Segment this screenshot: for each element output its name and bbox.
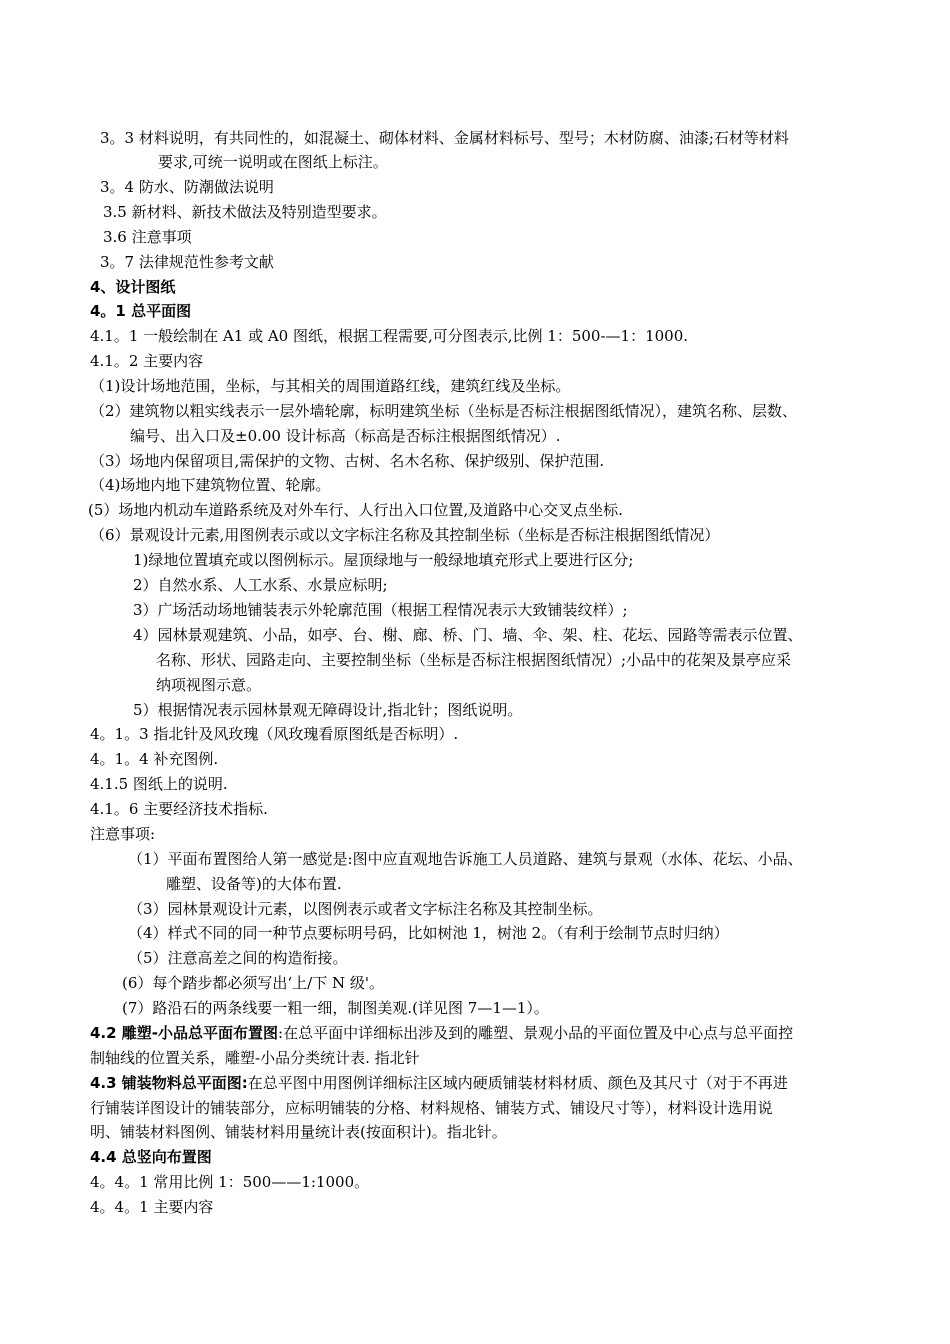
- section-heading: 4.4 总竖向布置图: [90, 1148, 212, 1166]
- text-line: 编号、出入口及±0.00 设计标高（标高是否标注根据图纸情况）.: [130, 427, 561, 445]
- text-line: 4.1。1 一般绘制在 A1 或 A0 图纸，根据工程需要,可分图表示,比例 1：500-—1：1000.: [90, 327, 689, 345]
- text-line: 4。1。3 指北针及风玫瑰（风玫瑰看原图纸是否标明）.: [90, 725, 459, 743]
- text-line: 4。4。1 主要内容: [90, 1198, 214, 1216]
- text-line: (6）每个踏步都必须写出‘上/下 N 级'。: [122, 974, 385, 992]
- text-line: 4。1。4 补充图例.: [90, 750, 219, 768]
- text-line: （5）注意高差之间的构造衔接。: [128, 949, 348, 967]
- text-line: 5）根据情况表示园林景观无障碍设计,指北针；图纸说明。: [133, 701, 523, 719]
- text-line: [90, 1023, 793, 1043]
- text-line: 4.1.5 图纸上的说明.: [90, 775, 228, 793]
- text-line: 明、铺装材料图例、铺装材料用量统计表(按面积计)。指北针。: [90, 1123, 507, 1141]
- text-line: 注意事项:: [90, 825, 156, 843]
- section-heading: 4。1 总平面图: [90, 302, 192, 320]
- section-text: 在总平图中用图例详细标注区域内硬质铺装材料材质、颜色及其尺寸（对于不再进: [247, 1074, 788, 1092]
- text-line: 4.1。6 主要经济技术指标.: [90, 800, 268, 818]
- text-line: （1)设计场地范围，坐标，与其相关的周围道路红线，建筑红线及坐标。: [90, 377, 571, 395]
- text-line: 4。4。1 常用比例 1：500——1:1000。: [90, 1173, 370, 1191]
- text-line: 行铺装详图设计的铺装部分，应标明铺装的分格、材料规格、铺装方式、铺设尺寸等），材料设计选用说: [90, 1099, 773, 1117]
- text-line: 3.6 注意事项: [103, 228, 192, 246]
- text-line: 要求,可统一说明或在图纸上标注。: [158, 153, 388, 171]
- text-line: (5）场地内机动车道路系统及对外车行、人行出入口位置,及道路中心交叉点坐标.: [88, 501, 623, 519]
- text-line: （6）景观设计元素,用图例表示或以文字标注名称及其控制坐标（坐标是否标注根据图纸情况）: [90, 526, 720, 544]
- section-label: 4.3 铺装物料总平面图:: [90, 1074, 248, 1092]
- text-line: 3。4 防水、防潮做法说明: [100, 178, 274, 196]
- section-text: :在总平面中详细标出涉及到的雕塑、景观小品的平面位置及中心点与总平面控: [278, 1024, 794, 1042]
- section-label: 4.2 雕塑-小品总平面布置图: [90, 1024, 279, 1042]
- text-line: （1）平面布置图给人第一感觉是:图中应直观地告诉施工人员道路、建筑与景观（水体、花坛、小品、: [128, 850, 803, 868]
- text-line: 1)绿地位置填充或以图例标示。屋顶绿地与一般绿地填充形式上要进行区分;: [133, 551, 634, 569]
- text-line: 3）广场活动场地铺装表示外轮廓范围（根据工程情况表示大致铺装纹样）;: [133, 601, 628, 619]
- text-line: 4.1。2 主要内容: [90, 352, 204, 370]
- text-line: （4）样式不同的同一种节点要标明号码，比如树池 1，树池 2。（有利于绘制节点时归纳）: [128, 924, 729, 942]
- text-line: （4)场地内地下建筑物位置、轮廓。: [90, 476, 331, 494]
- text-line: 3。7 法律规范性参考文献: [100, 253, 274, 271]
- text-line: 名称、形状、园路走向、主要控制坐标（坐标是否标注根据图纸情况）;小品中的花架及景亭应采: [156, 651, 792, 669]
- text-line: (7）路沿石的两条线要一粗一细，制图美观.(详见图 7—1—1）。: [122, 999, 549, 1017]
- text-line: （3）园林景观设计元素，以图例表示或者文字标注名称及其控制坐标。: [128, 900, 603, 918]
- text-line: （2）建筑物以粗实线表示一层外墙轮廓，标明建筑坐标（坐标是否标注根据图纸情况），建筑名称、层数、: [90, 402, 798, 420]
- text-line: 制轴线的位置关系，雕塑-小品分类统计表. 指北针: [90, 1049, 420, 1067]
- text-line: 2）自然水系、人工水系、水景应标明;: [133, 576, 388, 594]
- section-heading: 4、设计图纸: [90, 278, 176, 296]
- text-line: 雕塑、设备等)的大体布置.: [166, 875, 342, 893]
- text-line: 4）园林景观建筑、小品，如亭、台、榭、廊、桥、门、墙、伞、架、柱、花坛、园路等需表示位置、: [133, 626, 803, 644]
- text-line: 3.5 新材料、新技术做法及特别造型要求。: [103, 203, 387, 221]
- text-line: [90, 1073, 788, 1093]
- text-line: 纳项视图示意。: [156, 676, 262, 694]
- text-line: 3。3 材料说明，有共同性的，如混凝土、砌体材料、金属材料标号、型号；木材防腐、油漆;石材等材料: [100, 129, 789, 147]
- text-line: （3）场地内保留项目,需保护的文物、古树、名木名称、保护级别、保护范围.: [90, 452, 605, 470]
